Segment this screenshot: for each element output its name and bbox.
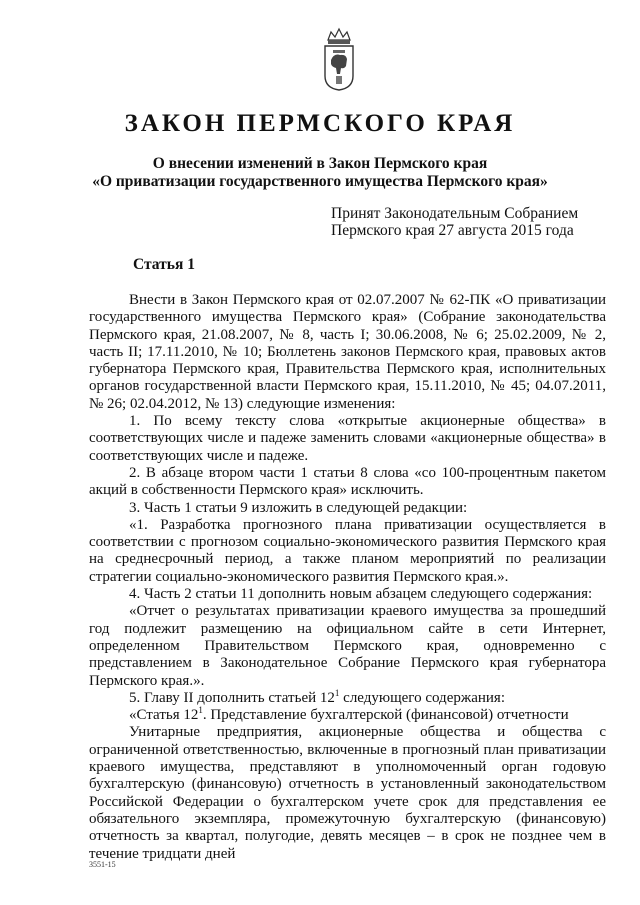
paragraph-item-3: 3. Часть 1 статьи 9 изложить в следующей редакции:	[129, 499, 468, 516]
paragraph-item-4: 4. Часть 2 статьи 11 дополнить новым абзацем следующего содержания:	[129, 586, 593, 603]
new-article-superscript: 1	[198, 705, 203, 716]
item-5-superscript: 1	[334, 687, 340, 698]
article-heading: Статья 1	[133, 256, 195, 273]
new-article-text-before: «Статья 12	[129, 707, 199, 724]
item-5-text-before: 5. Главу II дополнить статьей 12	[129, 689, 335, 706]
paragraph-item-2: 2. В абзаце втором части 1 статьи 8 слова «со 100-процентным пакетом акций в собственности Пермского края» исключить.	[89, 464, 606, 499]
article-body	[89, 292, 606, 863]
paragraph-new-article-text: Унитарные предприятия, акционерные общества и общества с ограниченной ответственностью, включенные в прогнозный план приватизации краевого имущества, представляют в уполномоченный орган годовую бухгалтерскую (финансовую) отчетность в установленный законодательством Российской Федерации о бухгалтерском учете срок для представления ее обязательного экземпляра, промежуточную бухгалтерскую (финансовую) отчетность за квартал, полугодие, девять месяцев – в срок не позднее чем в течение тридцати дней	[89, 724, 606, 862]
subtitle-line-1: О внесении изменений в Закон Пермского края	[152, 155, 488, 172]
adoption-note	[331, 205, 578, 239]
subtitle-line-2: «О приватизации государственного имущества Пермского края»	[92, 173, 548, 190]
item-5-text-after: следующего содержания:	[339, 689, 505, 706]
document-subtitle	[0, 155, 640, 191]
paragraph-item-4-text: «Отчет о результатах приватизации краевого имущества за прошедший год подлежит размещению на официальном сайте в сети Интернет, определенном Правительством Пермского края, одновременно с представлением в Законодательное Собрание Пермского края губернатора Пермского края.».	[89, 603, 606, 689]
paragraph-item-1: 1. По всему тексту слова «открытые акционерные общества» в соответствующих числе и падеже заменить словами «акционерные общества» в соответствующих числе и падеже.	[89, 413, 606, 464]
document-title: ЗАКОН ПЕРМСКОГО КРАЯ	[124, 110, 516, 137]
paragraph-item-5	[89, 687, 606, 707]
paragraph-new-article-heading	[89, 707, 606, 724]
new-article-text-after: . Представление бухгалтерской (финансовой) отчетности	[202, 707, 569, 724]
document-code: 3551-15	[89, 860, 116, 869]
coat-of-arms-icon	[322, 26, 356, 92]
paragraph-item-3-text: «1. Разработка прогнозного плана приватизации осуществляется в соответствии с прогнозом социально-экономического развития Пермского края на среднесрочный период, а также планом мероприятий по реализации стратегии социально-экономического развития Пермского края.».	[89, 516, 606, 585]
adoption-line-2: Пермского края 27 августа 2015 года	[331, 222, 574, 239]
paragraph-intro: Внести в Закон Пермского края от 02.07.2007 № 62-ПК «О приватизации государственного имущества Пермского края» (Собрание законодательства Пермского края, 21.08.2007, № 8, часть I; 30.06.2008, № 6; 25.02.2009, № 2, часть II; 17.11.2010, № 10; Бюллетень законов Пермского края, правовых актов губернатора Пермского края, Правительства Пермского края, исполнительных органов государственной власти Пермского края, 15.11.2010, № 45; 04.07.2011, № 26; 02.04.2012, № 13) следующие изменения:	[89, 292, 606, 412]
adoption-line-1: Принят Законодательным Собранием	[331, 205, 579, 222]
